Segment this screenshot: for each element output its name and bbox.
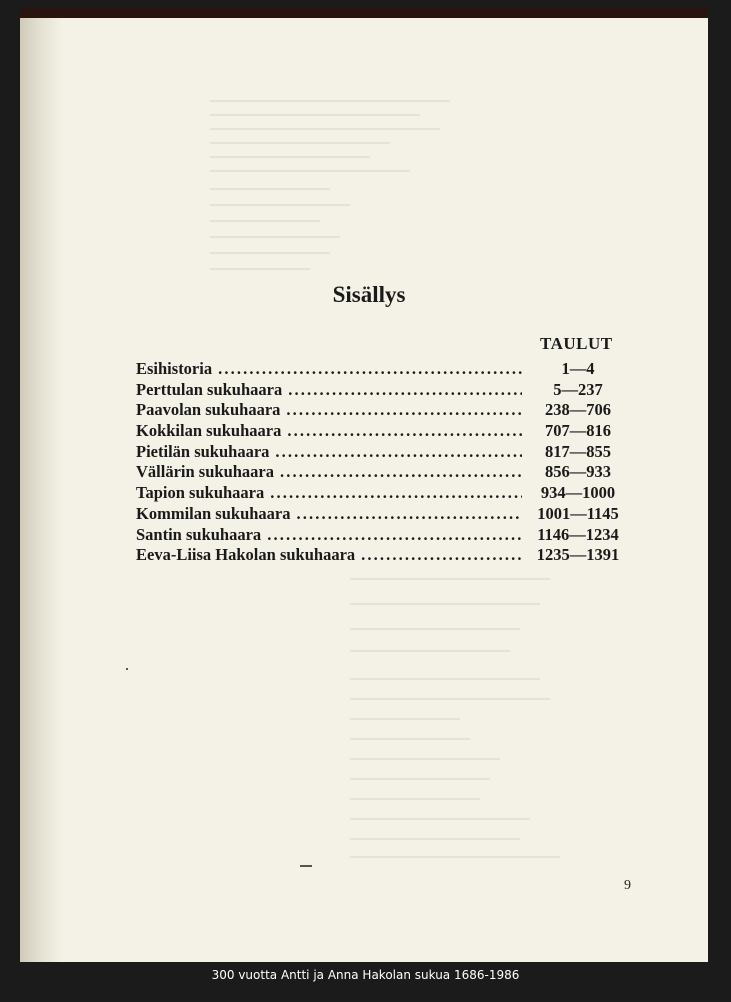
toc-entry-name: Pietilän sukuhaara <box>136 441 270 461</box>
toc-dot-leader <box>286 400 522 420</box>
toc-entry-name: Esihistoria <box>136 359 213 378</box>
toc-entry-range: 707—816 <box>545 421 611 441</box>
toc-entry-name: Tapion sukuhaara <box>136 483 265 503</box>
toc-entry <box>136 359 628 380</box>
toc-entry-range: 238—706 <box>545 400 611 420</box>
toc-entry-range: 5—237 <box>553 379 603 399</box>
image-caption: 300 vuotta Antti ja Anna Hakolan sukua 1686-1986 <box>211 968 520 982</box>
column-header: TAULUT <box>540 334 613 353</box>
toc-entry-name: Santin sukuhaara <box>136 524 262 544</box>
toc-entry <box>136 442 628 463</box>
toc-entry-range: 856—933 <box>545 462 611 482</box>
toc-dot-leader <box>270 483 522 503</box>
toc-entry <box>136 483 628 504</box>
book-page <box>20 18 708 962</box>
toc-dot-leader <box>297 504 523 524</box>
print-speck <box>126 668 128 670</box>
toc-entry-name: Eeva-Liisa Hakolan sukuhaara <box>136 545 356 565</box>
toc-entry <box>136 421 628 442</box>
toc-dot-leader <box>218 359 522 379</box>
toc-entry <box>136 462 628 483</box>
toc-entry-range: 1235—1391 <box>536 545 620 565</box>
toc-entry-range: 1001—1145 <box>537 503 619 523</box>
toc-entry-name: Paavolan sukuhaara <box>136 400 281 420</box>
toc-dot-leader <box>361 545 522 565</box>
toc-entry-range: 817—855 <box>545 441 611 461</box>
toc-entry <box>136 545 628 566</box>
toc-dot-leader <box>267 525 522 545</box>
toc-entry-range: 934—1000 <box>540 483 616 503</box>
page-title: Sisällys <box>332 282 406 307</box>
toc-dot-leader <box>288 380 522 400</box>
table-of-contents <box>136 359 628 566</box>
page-number: 9 <box>624 878 631 893</box>
toc-dot-leader <box>280 462 522 482</box>
toc-dot-leader <box>275 442 522 462</box>
toc-entry <box>136 400 628 421</box>
toc-entry <box>136 380 628 401</box>
toc-entry-range: 1146—1234 <box>537 524 619 544</box>
toc-entry-name: Kommilan sukuhaara <box>136 503 291 523</box>
toc-dot-leader <box>287 421 522 441</box>
toc-entry-name: Perttulan sukuhaara <box>136 379 283 399</box>
print-speck <box>300 865 312 867</box>
toc-entry-range: 1—4 <box>561 359 595 378</box>
toc-entry-name: Vällärin sukuhaara <box>136 462 274 482</box>
toc-entry <box>136 525 628 546</box>
toc-entry-name: Kokkilan sukuhaara <box>136 421 282 441</box>
toc-entry <box>136 504 628 525</box>
